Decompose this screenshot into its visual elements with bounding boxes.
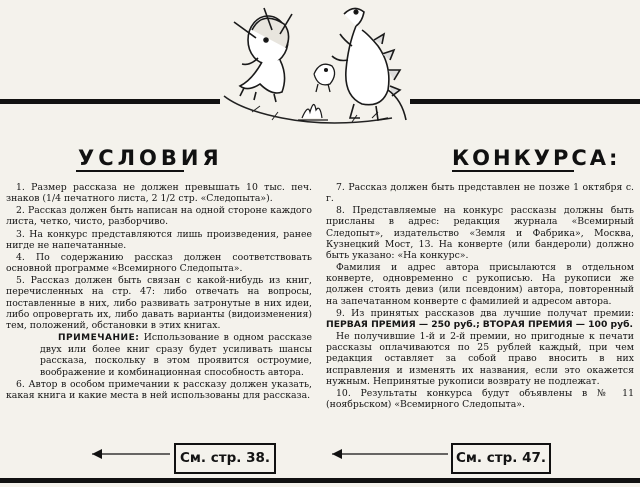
stegosaurus-figure (332, 8, 406, 120)
title-contest-underline (452, 170, 574, 172)
see-page-38-link[interactable]: См. стр. 38. (174, 443, 276, 474)
second-prize: ВТОРАЯ ПРЕМИЯ — 100 руб. (482, 318, 634, 330)
rule-6: 6. Автор в особом примечании к рассказу должен указать, какая книга и какие места в ней использованы для рассказа. (6, 378, 312, 401)
note-body: Использование в одном рассказе двух или более книг сразу будет усиливать шансы рассказа, поскольку в этом проявится остроумие, воображение и комбинационная способность автора. (40, 332, 312, 378)
rule-5: 5. Рассказ должен быть связан с какой-нибудь из книг, перечисленных на стр. 47: либо отвечать на вопросы, поставленные в них, либо развивать затронутые в них идеи, либо опровергать их, либо давать варианты (видоизменения) тем, положений, обстановки в этих книгах. (6, 275, 312, 331)
campfire-figure (298, 104, 328, 120)
title-conditions: УСЛОВИЯ (78, 146, 223, 170)
rule-9-continued: Не получившие 1-й и 2-й премии, но пригодные к печати рассказы оплачиваются по 25 рублей каждый, при чем редакция оставляет за собой право вносить в них исправления и изменять их названия, если это окажется нужным. Непринятые рукописи возврату не подлежат. (326, 331, 634, 387)
rule-10: 10. Результаты конкурса будут объявлены в № 11 (ноябрьском) «Всемирного Следопыта». (326, 387, 634, 410)
rule-8: 8. Представляемые на конкурс рассказы должны быть присланы в адрес: редакция журнала «Всемирный Следопыт», издательство «Земля и Фабрика», Москва, Кузнецкий Мост, 13. На конверте (или бандероли) должно быть указано: «На конкурс». (326, 205, 634, 261)
right-column (326, 182, 634, 411)
arrow-right-icon (330, 447, 448, 461)
title-conditions-underline (76, 170, 184, 172)
arrow-left-icon (90, 447, 170, 461)
rule-9 (326, 308, 634, 330)
note-heading: ПРИМЕЧАНИЕ: (58, 333, 140, 344)
see-page-47-link[interactable]: См. стр. 47. (451, 443, 551, 474)
left-column (6, 182, 312, 402)
note-block (40, 332, 312, 378)
rule-4: 4. По содержанию рассказ должен соответствовать основной программе «Всемирного Следопыта». (6, 251, 312, 275)
header-rule-right (410, 99, 640, 104)
rule-2: 2. Рассказ должен быть написан на одной стороне каждого листа, четко, чисто, разборчиво. (6, 205, 312, 228)
header-rule-left (0, 99, 220, 104)
footer-rule (0, 478, 640, 483)
rule-9-lead: 9. Из принятых рассказов два лучшие получат премии: (336, 307, 634, 319)
rule-7: 7. Рассказ должен быть представлен не позже 1 октября с. г. (326, 182, 634, 205)
first-prize: ПЕРВАЯ ПРЕМИЯ — 250 руб.; (326, 318, 480, 330)
title-contest: КОНКУРСА: (452, 146, 621, 170)
rule-1: 1. Размер рассказа не должен превышать 10 тыс. печ. знаков (1/4 печатного листа, 2 1/2 стр. «Следопыта»). (6, 182, 312, 205)
dinosaur-illustration (222, 0, 408, 135)
rule-3: 3. На конкурс представляются лишь произведения, ранее нигде не напечатанные. (6, 228, 312, 251)
rule-8-continued: Фамилия и адрес автора присылаются в отдельном конверте, одновременно с рукописью. На рукописи же должен стоять девиз (или псевдоним) автора, повторенный на запечатанном конверте с фамилией и адресом автора. (326, 262, 634, 307)
small-dinosaur-figure (314, 64, 335, 92)
triceratops-figure (234, 8, 292, 102)
